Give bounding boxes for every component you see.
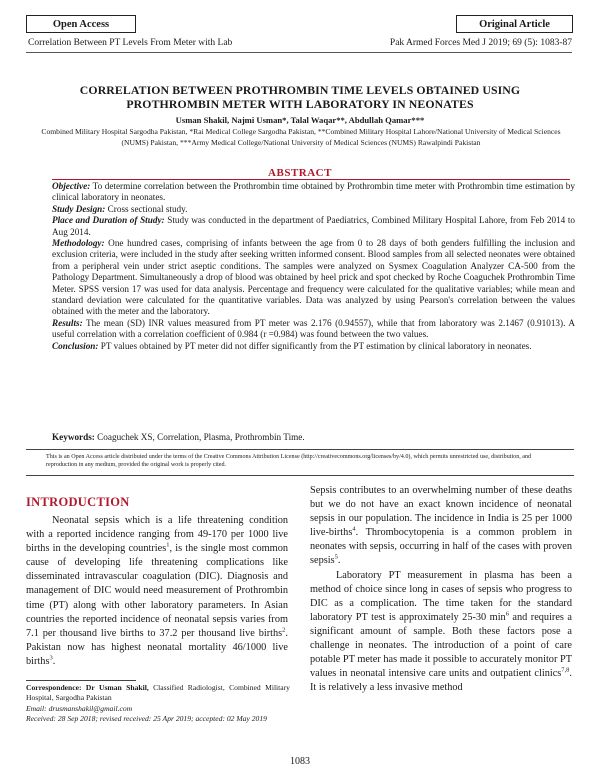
affiliations: Combined Military Hospital Sargodha Pakistan, *Rai Medical College Sargodha Pakistan, **Combined Military Hospital Lahore/National University of Medical Sciences (NUMS) Pakistan, ***Army Medical College/National University of Medical Sciences (NUMS) Rawalpindi Pakistan (41, 127, 561, 147)
article-dates: Received: 28 Sep 2018; revised received: 25 Apr 2019; accepted: 02 May 2019 (26, 714, 267, 724)
intro-paragraph-3 (310, 569, 572, 696)
license-top-rule (26, 449, 574, 450)
conclusion-text: PT values obtained by PT meter did not differ significantly from the PT estimation by clinical laboratory in neonates. (98, 340, 532, 351)
title-line-1: CORRELATION BETWEEN PROTHROMBIN TIME LEVELS OBTAINED USING (79, 83, 521, 97)
introduction-heading: INTRODUCTION (26, 495, 130, 509)
keywords (52, 432, 575, 442)
intro-text: . (337, 555, 341, 567)
intro-text: . (52, 655, 56, 667)
citation-ref: 7,8 (561, 666, 570, 674)
correspondence-name: Dr Usman Shakil, (81, 683, 149, 692)
abstract-body (52, 181, 575, 352)
abstract-objective (52, 181, 575, 204)
right-column (310, 484, 572, 695)
citation-ref: 3 (49, 654, 53, 662)
citation-ref: 2 (282, 626, 286, 634)
abstract-heading: ABSTRACT (268, 167, 332, 179)
intro-text: . Pakistan now has highest neonatal mortality 46/1000 live births (26, 627, 288, 667)
journal-citation: Pak Armed Forces Med J 2019; 69 (5): 1083-87 (389, 38, 572, 48)
objective-text: To determine correlation between the Prothrombin time obtained by Prothrombin time meter with Prothrombin time estimation by clinical laboratory in neonates. (52, 181, 575, 203)
correspondence-label: Correspondence: (26, 683, 82, 692)
article-type-badge: Original Article (456, 15, 573, 33)
header-divider (26, 52, 572, 53)
running-title: Correlation Between PT Levels From Meter with Lab (28, 38, 233, 48)
footnote-rule (26, 680, 136, 681)
intro-text: . Thrombocytopenia is a common problem in neonates with sepsis, occurring in half of the cases with proven sepsis (310, 527, 572, 567)
abstract-methodology (52, 238, 575, 318)
abstract-conclusion (52, 341, 575, 352)
keywords-text: Coaguchek XS, Correlation, Plasma, Prothrombin Time. (94, 432, 305, 442)
correspondence-block (26, 683, 290, 725)
intro-text: Neonatal sepsis which is a life threatening condition with a reported incidence ranging from 49-170 per 1000 live births in the developing countries (26, 515, 288, 555)
license-bottom-rule (26, 475, 574, 476)
abstract-results (52, 318, 575, 341)
title-line-2: PROTHROMBIN METER WITH LABORATORY IN NEONATES (126, 97, 474, 111)
conclusion-label: Conclusion: (52, 340, 99, 351)
objective-label: Objective: (52, 181, 91, 191)
intro-text: Sepsis contributes to an overwhelming number of these deaths but we do not have an exact known incidence of neonatal sepsis in our population. The incidence in India is 25 per 1000 live-births (310, 485, 572, 539)
correspondence-role: Classified Radiologist, Combined Military Hospital, Sargodha Pakistan (26, 683, 290, 703)
abstract-place (52, 215, 575, 238)
intro-text: and requires a significant amount of sample. Both these factors pose a challenge in neonates. The introduction of a point of care potable PT meter has made it possible to accurately monitor PT values in neonatal intensive care units and outpatient clinics (310, 611, 572, 680)
methodology-text: One hundred cases, comprising of infants between the age from 0 to 28 days of both genders fulfilling the inclusion and exclusion criteria, were included in the study after seeking written informed consent. Blood samples from all selected neonates were obtained from a peripheral vein under strict aseptic conditions. The samples were analyzed on Sysmex Coagulation Analyzer CA-500 from the Pathology Department. Simultaneously a drop of blood was obtained by heel prick and spot checked by Roche Coaguchek Prothrombin Time Meter. SPSS version 17 was used for data analysis. Percentage and frequency were calculated for the qualitative variables; while mean and standard deviation were calculated for the quantitative variables. Data was analyzed by using Pearson's correlation between the values obtained with the meter and the laboratory. (52, 238, 575, 317)
intro-text: , is the single most common cause of developing life threatening complications like disseminated intravascular coagulation (DIC). Diagnosis and management of DIC would need measurement of Prothrombin time (PT) along with other laboratory parameters. In Asian countries the reported incidence of neonatal sepsis varies from 7.1 per thousand live births to 37.2 per thousand live births (26, 543, 288, 639)
intro-paragraph-2 (310, 484, 572, 569)
license-notice: This is an Open Access article distributed under the terms of the Creative Commons Attribution License (http://creativecommons.org/licenses/by/4.0), which permits unrestricted use, distribution, and reproduction in any medium, provided the original work is properly cited. (46, 454, 532, 469)
intro-text: Laboratory PT measurement in plasma has been a method of choice since long in cases of sepsis who progress to DIC as a complication. The time taken for the standard laboratory PT test is approximately 25-30 min (310, 569, 572, 623)
place-text: Study was conducted in the department of Paediatrics, Combined Military Hospital Lahore, from Feb 2014 to Aug 2014. (52, 215, 575, 237)
left-column (26, 514, 288, 669)
correspondence-line (26, 683, 290, 704)
design-label: Study Design: (52, 203, 106, 214)
keywords-label: Keywords: (52, 432, 95, 442)
results-label: Results: (52, 317, 83, 328)
place-label: Place and Duration of Study: (52, 215, 165, 226)
intro-text: . It is relatively a less invasive method (310, 668, 572, 694)
citation-ref: 1 (166, 541, 170, 549)
open-access-badge: Open Access (26, 15, 136, 33)
methodology-label: Methodology: (52, 238, 105, 249)
intro-paragraph-1 (26, 514, 288, 669)
results-text: The mean (SD) INR values measured from PT meter was 2.176 (0.94557), while that from laboratory was 2.1467 (0.91013). A useful correlation with a correlation coefficient of 0.984 (r =0.984) was found between the two values. (52, 317, 575, 340)
abstract-divider (52, 179, 570, 180)
abstract-design (52, 204, 575, 215)
page-number: 1083 (290, 756, 310, 767)
citation-ref: 6 (505, 610, 509, 618)
citation-ref: 5 (334, 554, 338, 562)
correspondence-email: Email: drusmanshakil@gmail.com (26, 703, 133, 713)
citation-ref: 4 (352, 525, 356, 533)
design-text: Cross sectional study. (105, 203, 188, 214)
article-title (30, 83, 570, 111)
author-list: Usman Shakil, Najmi Usman*, Talal Waqar**, Abdullah Qamar*** (175, 115, 425, 125)
